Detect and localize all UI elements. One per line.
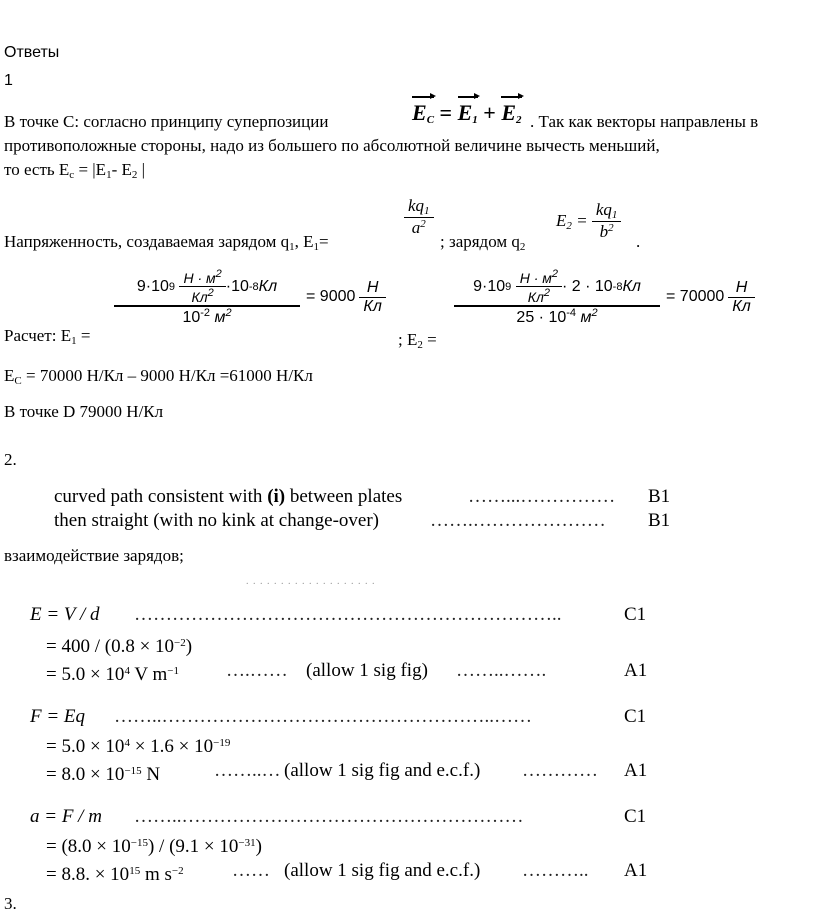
formula-e2: $E_2$ = $\frac{kq_1}{b^2}$: [556, 200, 621, 242]
intensity-text-mid: ; зарядом $q_2$: [440, 232, 526, 253]
q1-line1-start: В точке С: согласно принципу суперпозиции: [4, 112, 329, 131]
eq3-line3-dots-b: ………..: [522, 860, 589, 881]
scan-line-2-dots: …….…………………: [430, 510, 606, 531]
plus-sign: +: [483, 100, 496, 125]
eq1-line2: = $400 / (0.8 \times 10^{-2})$: [46, 636, 193, 657]
calc-e1-formula: 9·10 9 $\frac{Н \cdot м^2}{Кл^2}$ ·10 -8 Кл $10^{-2}$ $м^2$ = 9000 $\frac{Н}{Кл}$: [114, 268, 386, 327]
eq1-line1-dots: …………………………………………………………..: [134, 604, 562, 625]
point-d-result: В точке D 79000 Н/Кл: [4, 402, 164, 421]
eq2-line1-dots: ……..……………………………………………..……: [114, 706, 532, 727]
question-3-number: 3.: [4, 894, 17, 913]
eq1-line3: = $5.0 \times 10^4$ V $m^{-1}$: [46, 664, 179, 685]
vector-e1: $E_1$: [457, 100, 478, 126]
eq1-mark-c1: C1: [624, 604, 647, 625]
eq1-line3-dots-a: ….……: [226, 660, 288, 681]
eq2-mark-a1: A1: [624, 760, 648, 781]
eq2-line3-dots-b: …………: [522, 760, 598, 781]
eq2-mark-c1: C1: [624, 706, 647, 727]
interaction-text: взаимодействие зарядов;: [4, 546, 184, 565]
answers-heading: Ответы: [4, 44, 60, 61]
intensity-end: .: [636, 232, 641, 251]
scan-line-1-dots: ……...……………: [468, 486, 616, 507]
fraction-kq1-a2: $\frac{kq_1}{a^2}$: [404, 196, 434, 238]
eq2-line3-note: (allow 1 sig fig and e.c.f.): [284, 760, 481, 781]
calc-label: Расчет: $E_1$ =: [4, 326, 91, 347]
intensity-text-start: Напряженность, создаваемая зарядом $q_1$, $E_1=$: [4, 232, 329, 253]
eq1-line3-note: (allow 1 sig fig): [306, 660, 428, 681]
eq2-line1: F = Eq: [30, 706, 86, 727]
question-1-number: 1: [4, 72, 13, 89]
eq3-line3-dots-a: ……: [232, 860, 270, 881]
eq3-line1: a = F / m: [30, 806, 102, 827]
q1-line1-end: . Так как векторы направлены в: [530, 112, 759, 131]
mark-b1-first: B1: [648, 486, 671, 507]
eq3-mark-c1: C1: [624, 806, 647, 827]
calc-e2-formula: 9·10 9 $\frac{Н \cdot м^2}{Кл^2}$ · 2 · 10 -8 Кл $25 \cdot 10^{-4}$ $м^2$ = 70000 $\frac{Н}{Кл}$: [454, 268, 755, 327]
vector-ec: $E_C$: [412, 100, 435, 126]
equals-sign: =: [439, 100, 453, 125]
eq3-mark-a1: A1: [624, 860, 648, 881]
eq1-line1: E = V / d: [30, 604, 100, 625]
q1-line3: то есть $E_c = |E_1-$ $E_2$ |: [4, 160, 146, 181]
eq1-line3-dots-b: ……..…….: [456, 660, 547, 681]
eq2-line3: = $8.0 \times 10^{-15}$ N: [46, 764, 161, 785]
eq3-line3: = 8.8. × $10^{15}$ m $s^{-2}$: [46, 864, 184, 885]
eq3-line1-dots: ……..………………………………………………: [134, 806, 524, 827]
q1-line2: противоположные стороны, надо из большего по абсолютной величине вычесть меньший,: [4, 136, 660, 155]
calc-separator: ; $E_2$ =: [398, 330, 437, 351]
question-2-number: 2.: [4, 450, 17, 469]
eq1-mark-a1: A1: [624, 660, 648, 681]
vector-e2: $E_2$: [501, 100, 522, 126]
scan-line-curved-path: curved path consistent with (i) between plates: [54, 486, 403, 507]
faint-dotted-line: . . . . . . . . . . . . . . . . . . .: [246, 576, 376, 587]
eq3-line2: = $(8.0 \times 10^{-15}) / (9.1 \times 10^{-31})$: [46, 836, 262, 857]
superposition-formula: [412, 100, 522, 126]
eq2-line3-dots-a: ……..…: [214, 760, 281, 781]
ec-result: $E_C = 70000$ Н/Кл – 9000 Н/Кл =61000 Н/Кл: [4, 366, 313, 387]
eq3-line3-note: (allow 1 sig fig and e.c.f.): [284, 860, 481, 881]
mark-b1-second: B1: [648, 510, 671, 531]
eq2-line2: = $5.0 \times 10^4 \times 1.6 \times 10^{-19}$: [46, 736, 231, 757]
scan-line-straight-path: then straight (with no kink at change-over): [54, 510, 380, 531]
